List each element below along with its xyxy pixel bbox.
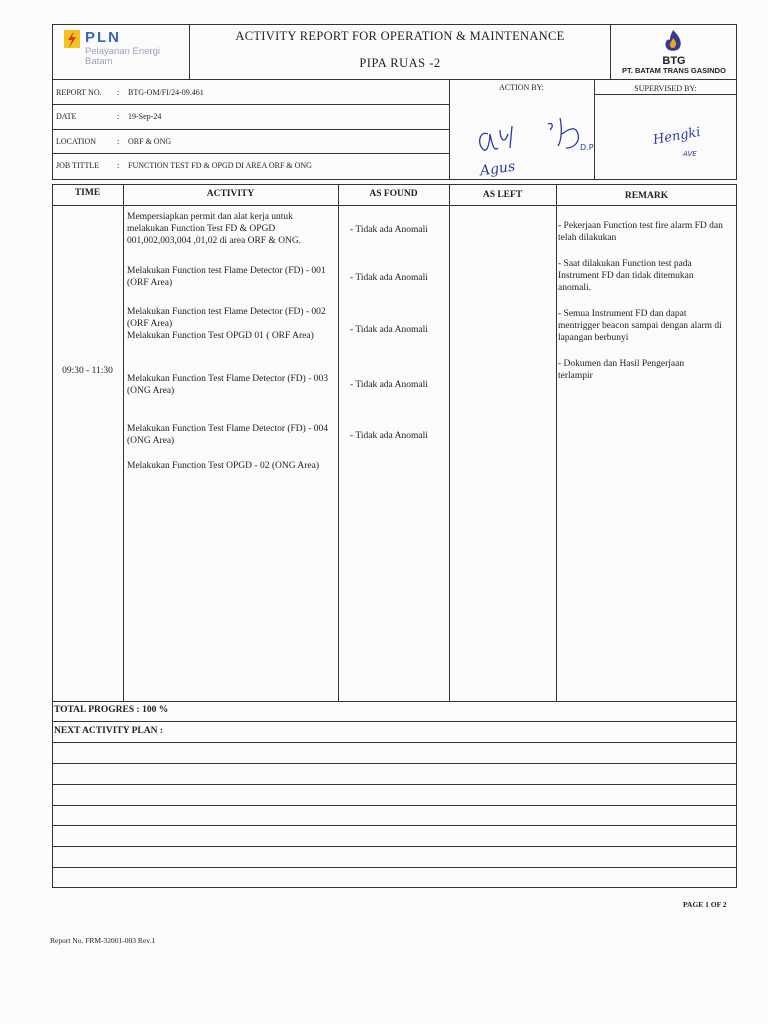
action-by-signatures (450, 104, 595, 179)
col-header-remark: REMARK (624, 191, 669, 201)
remark-item: - Saat dilakukan Function test pada Instrument FD dan tidak ditemukan anomali. (558, 259, 694, 293)
as-found-item: - Tidak ada Anomali (350, 325, 428, 335)
report-no-label: REPORT NO. (56, 88, 102, 97)
btg-name: PT. BATAM TRANS GASINDO (622, 66, 726, 75)
as-found-item: - Tidak ada Anomali (350, 273, 428, 283)
page-number: PAGE 1 OF 2 (683, 900, 727, 909)
total-progress: TOTAL PROGRES : 100 % (54, 705, 169, 715)
as-found-item: - Tidak ada Anomali (350, 431, 428, 441)
btg-logo (612, 26, 736, 78)
remark-item: - Semua Instrument FD dan dapat mentrigger beacon sampai dengan alarm di lapangan berbunyi (558, 309, 722, 343)
report-title: ACTIVITY REPORT FOR OPERATION & MAINTENANCE (235, 29, 565, 43)
job-title-value: FUNCTION TEST FD & OPGD DI AREA ORF & ONG (128, 161, 312, 170)
pln-logo (62, 27, 182, 71)
activity-item: Melakukan Function Test OPGD - 02 (ONG Area) (127, 461, 320, 471)
col-header-activity: ACTIVITY (206, 189, 255, 199)
as-found-item: - Tidak ada Anomali (350, 225, 428, 235)
date-label: DATE (56, 112, 77, 121)
col-header-as-found: AS FOUND (369, 189, 418, 199)
action-by-label: ACTION BY: (499, 83, 544, 92)
colon: : (117, 112, 120, 121)
remark-item: - Dokumen dan Hasil Pengerjaan terlampir (558, 359, 685, 381)
activity-item: Melakukan Function test Flame Detector (FD) - 001 (ORF Area) (127, 266, 326, 288)
report-subtitle: PIPA RUAS -2 (359, 56, 441, 70)
activity-item: Melakukan Function Test Flame Detector (FD) - 003 (ONG Area) (127, 374, 328, 396)
signature-agus: Agus (478, 158, 517, 179)
activity-item: Melakukan Function Test Flame Detector (FD) - 004 (ONG Area) (127, 424, 328, 446)
supervised-by-signature (595, 104, 738, 179)
lightning-icon (62, 28, 82, 50)
supervised-by-label: SUPERVISED BY: (634, 84, 697, 93)
time-range: 09:30 - 11:30 (62, 366, 113, 376)
date-value: 19-Sep-24 (128, 112, 162, 121)
flame-icon (660, 28, 686, 54)
as-found-item: - Tidak ada Anomali (350, 380, 428, 390)
next-activity-plan: NEXT ACTIVITY PLAN : (54, 726, 164, 736)
remark-item: - Pekerjaan Function test fire alarm FD dan telah dilakukan (558, 221, 723, 243)
colon: : (117, 88, 120, 97)
activity-item: Melakukan Function test Flame Detector (FD) - 002 (ORF Area) Melakukan Function Test OPGD 01 ( ORF Area) (127, 307, 326, 341)
location-value: ORF & ONG (128, 137, 172, 146)
pln-name: PLN (85, 29, 121, 46)
form-number: Report No. FRM-32001-003 Rev.1 (50, 936, 156, 945)
job-title-label: JOB TITTLE (56, 161, 100, 170)
col-header-as-left: AS LEFT (482, 190, 523, 200)
colon: : (117, 161, 120, 170)
report-no-value: BTG-OM/FI/24-09.461 (128, 88, 204, 97)
activity-item: Mempersiapkan permit dan alat kerja untuk melakukan Function Test FD & OPGD 001,002,003,004 ,01,02 di area ORF & ONG. (127, 212, 302, 246)
signature-supervisor: Hengki (651, 124, 702, 148)
btg-abbr: BTG (662, 55, 686, 67)
colon: : (117, 137, 120, 146)
pln-subtitle-1: Pelayanan Energi (85, 46, 160, 57)
signature-initials: D.P (580, 143, 594, 152)
pln-subtitle-2: Batam (85, 56, 113, 67)
location-label: LOCATION (56, 137, 96, 146)
col-header-time: TIME (74, 188, 101, 198)
signature-ave: AVE (683, 150, 697, 158)
